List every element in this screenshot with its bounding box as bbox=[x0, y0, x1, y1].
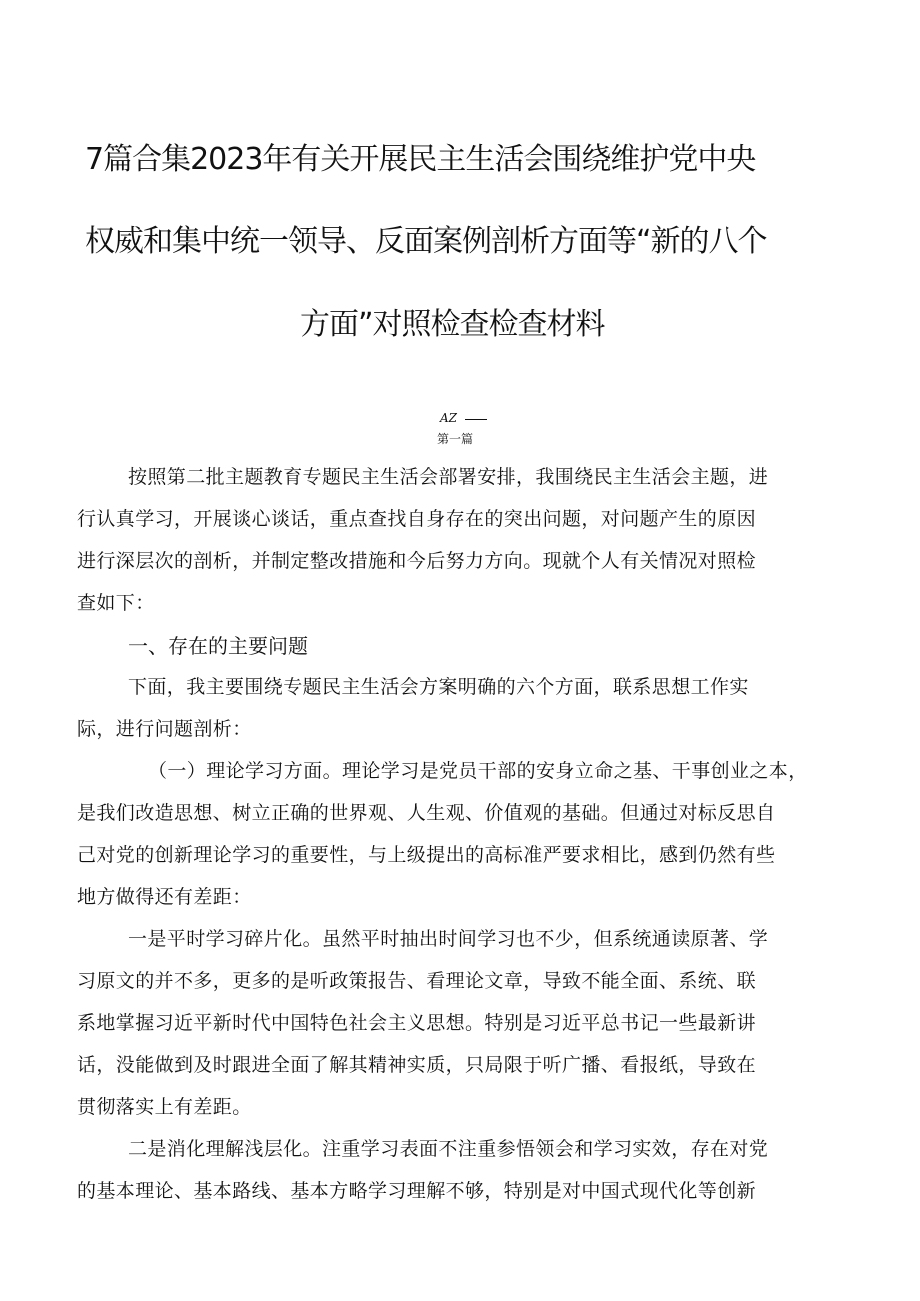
paragraph-line: 下面，我主要围绕专题民主生活会方案明确的六个方面，联系思想工作实 bbox=[128, 676, 749, 698]
paragraph-line: 的基本理论、基本路线、基本方略学习理解不够，特别是对中国式现代化等创新 bbox=[77, 1180, 757, 1202]
paragraph-line: 系地掌握习近平新时代中国特色社会主义思想。特别是习近平总书记一些最新讲 bbox=[77, 1012, 757, 1034]
paragraph-line: 际，进行问题剖析： bbox=[77, 718, 252, 740]
theory-study-paragraph bbox=[77, 750, 808, 918]
paragraph-line: （一）理论学习方面。理论学习是党员干部的安身立命之基、干事创业之本， bbox=[148, 760, 808, 782]
paragraph-line: 行认真学习，开展谈心谈话，重点查找自身存在的突出问题，对问题产生的原因 bbox=[77, 508, 757, 530]
paragraph-line: 二是消化理解浅层化。注重学习表面不注重参悟领会和学习实效，存在对党 bbox=[128, 1138, 769, 1160]
intro-paragraph bbox=[77, 456, 768, 624]
section-heading: 一、存在的主要问题 bbox=[128, 634, 308, 658]
paragraph-line: 话，没能做到及时跟进全面了解其精神实质，只局限于听广播、看报纸，导致在 bbox=[77, 1054, 757, 1076]
paragraph-line: 按照第二批主题教育专题民主生活会部署安排，我围绕民主生活会主题，进 bbox=[128, 466, 769, 488]
paragraph-line: 习原文的并不多，更多的是听政策报告、看理论文章，导致不能全面、系统、联 bbox=[77, 970, 757, 992]
paragraph-line: 进行深层次的剖析，并制定整改措施和今后努力方向。现就个人有关情况对照检 bbox=[77, 550, 757, 572]
paragraph-line: 是我们改造思想、树立正确的世界观、人生观、价值观的基础。但通过对标反思自 bbox=[77, 802, 776, 824]
title-line-2: 权威和集中统一领导、反面案例剖析方面等“新的八个 bbox=[85, 224, 767, 259]
paragraph-line: 贯彻落实上有差距。 bbox=[77, 1096, 252, 1118]
article-number: 第一篇 bbox=[437, 432, 474, 446]
paragraph-line: 地方做得还有差距： bbox=[77, 886, 252, 908]
paragraph-line: 查如下： bbox=[77, 592, 155, 614]
article-marker bbox=[440, 411, 487, 425]
marker-underline bbox=[465, 419, 487, 420]
paragraph-line: 己对党的创新理论学习的重要性，与上级提出的高标准严要求相比，感到仍然有些 bbox=[77, 844, 776, 866]
title-line-3: 方面”对照检查检查材料 bbox=[300, 307, 605, 342]
point-one-paragraph bbox=[77, 918, 768, 1128]
paragraph-line: 一是平时学习碎片化。虽然平时抽出时间学习也不少，但系统通读原著、学 bbox=[128, 928, 769, 950]
point-two-paragraph bbox=[77, 1128, 768, 1212]
section-intro-paragraph bbox=[77, 666, 749, 750]
article-marker-text: AZ bbox=[440, 411, 458, 425]
title-line-1: 7篇合集2023年有关开展民主生活会围绕维护党中央 bbox=[85, 142, 756, 177]
